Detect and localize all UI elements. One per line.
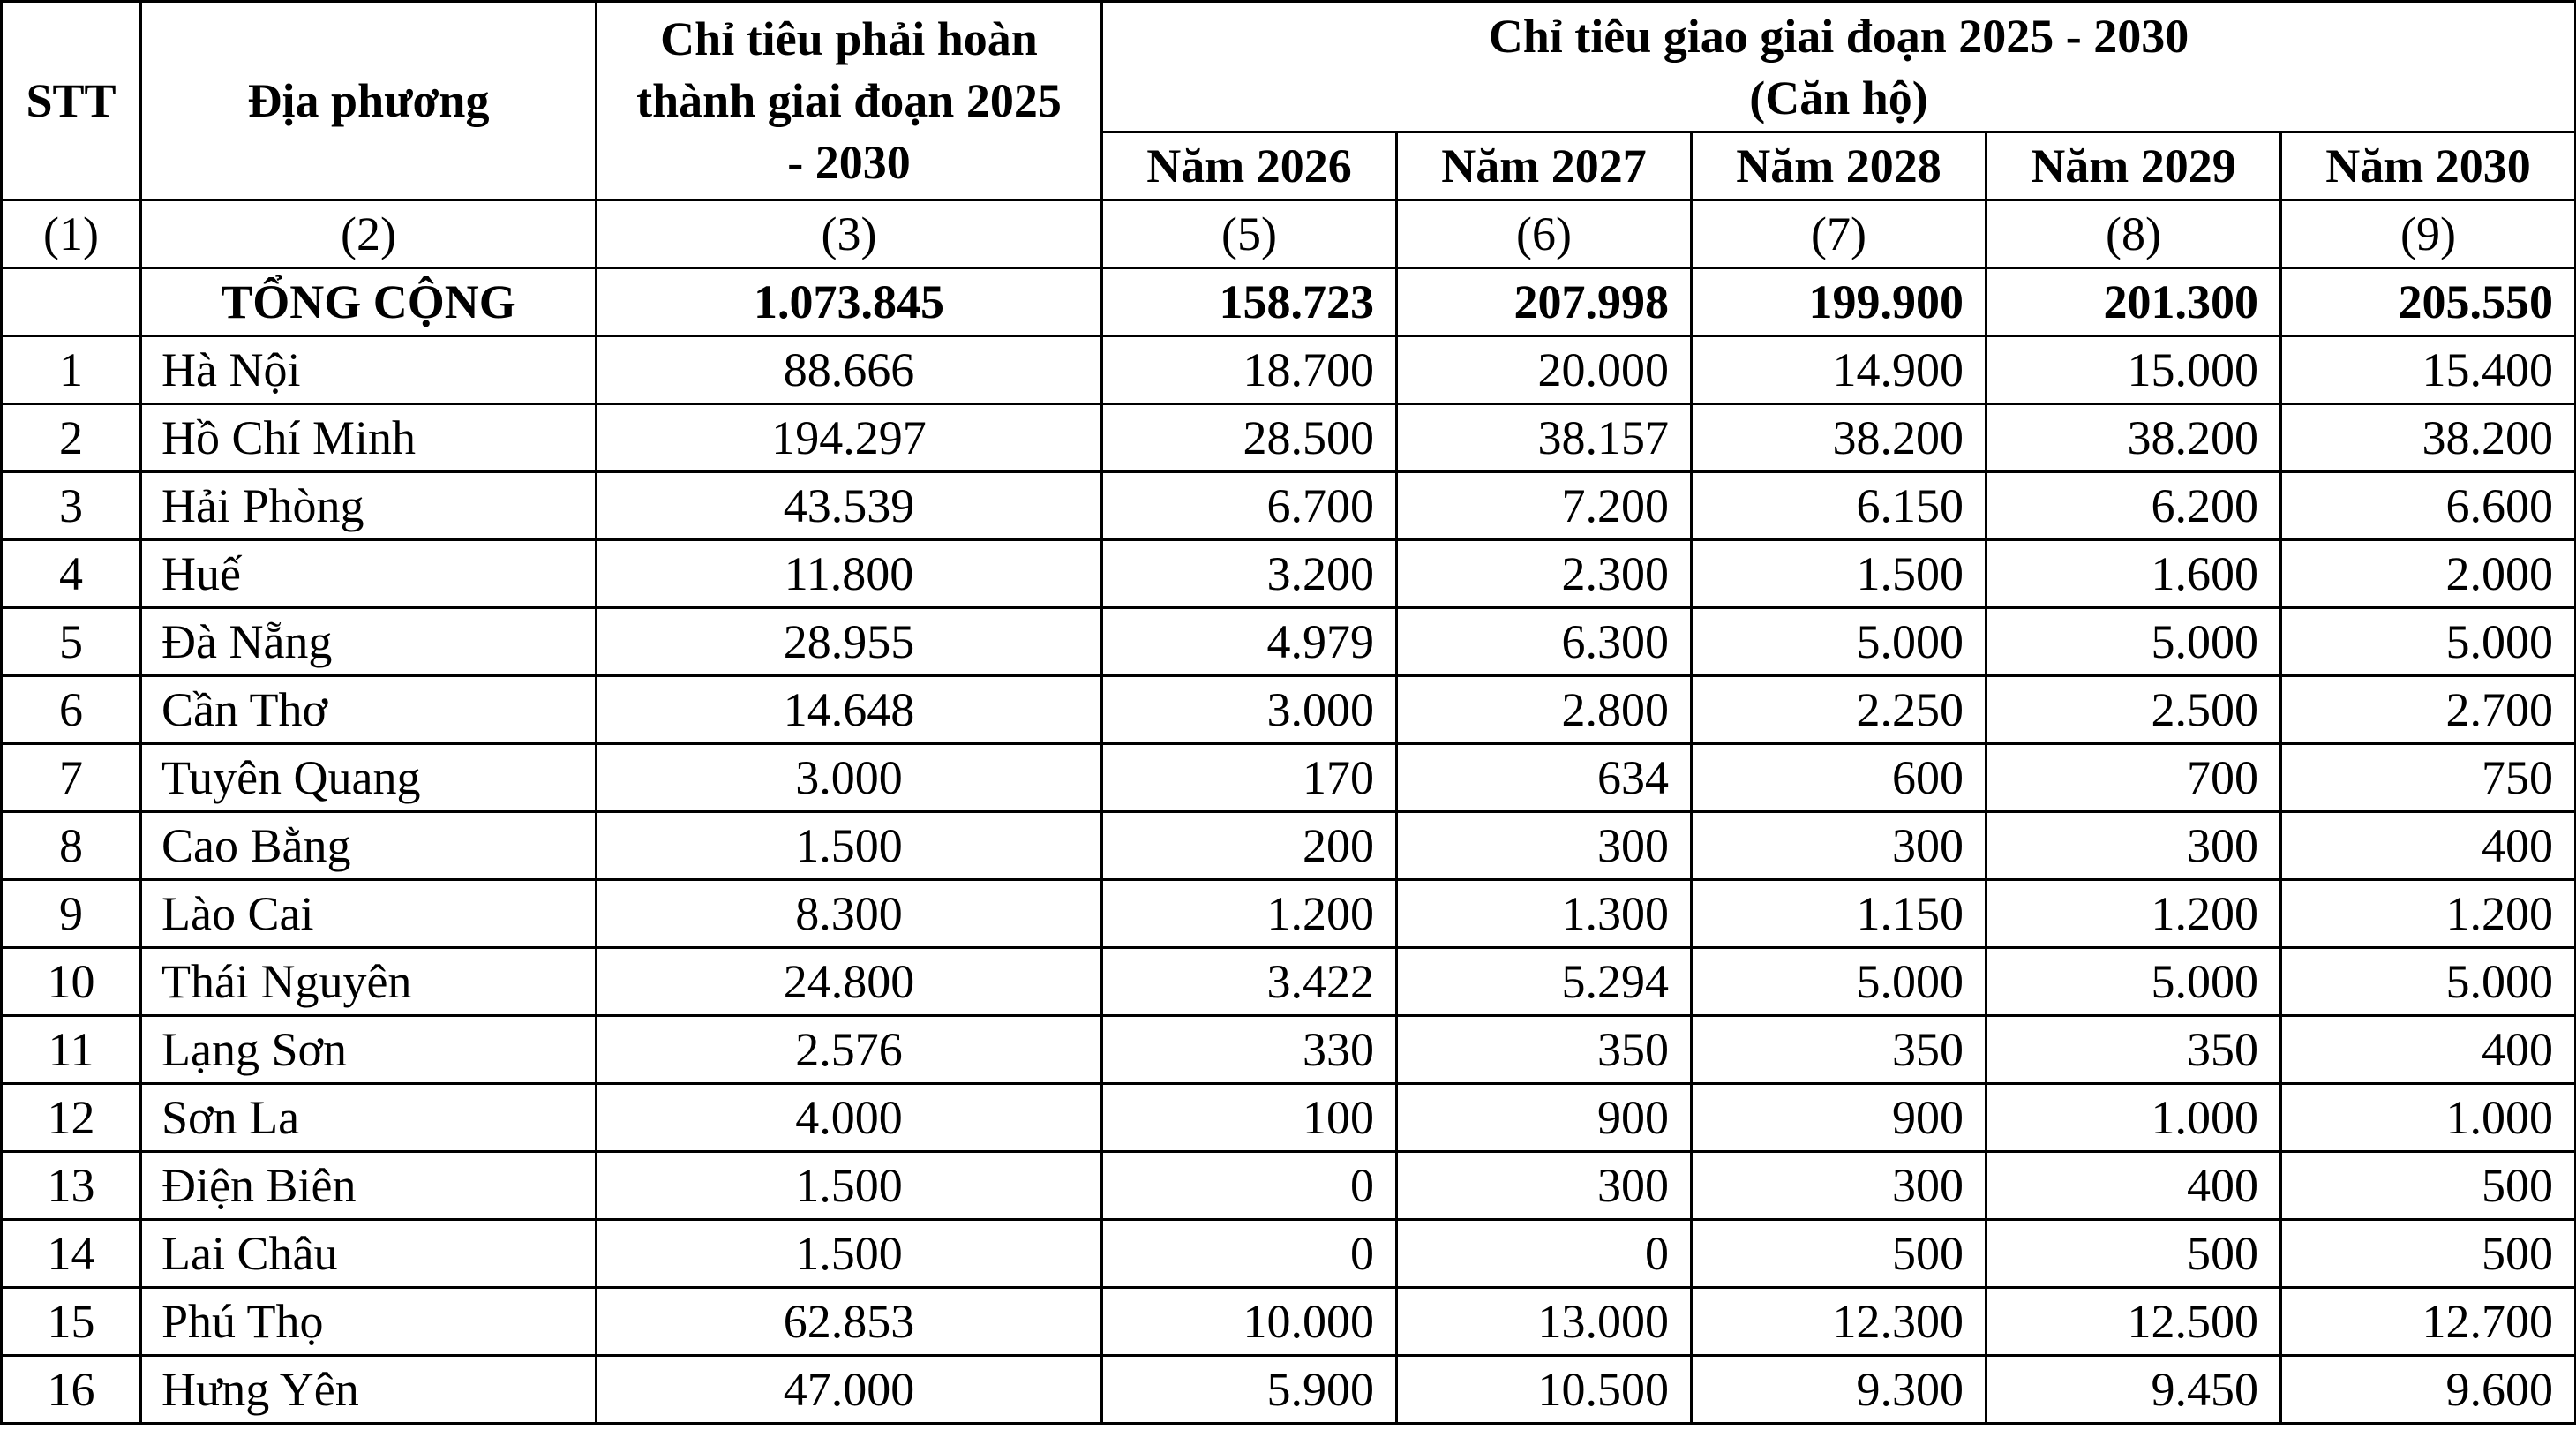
row-year-2027: 900 (1397, 1084, 1692, 1152)
row-year-2026: 5.900 (1102, 1356, 1397, 1424)
row-location: Tuyên Quang (141, 744, 597, 812)
header-assigned-group (1102, 2, 2576, 132)
table-row (2, 744, 2576, 812)
row-year-2030: 5.000 (2281, 948, 2576, 1016)
column-index: (7) (1692, 200, 1986, 268)
header-year-2030: Năm 2030 (2281, 132, 2576, 200)
table-row (2, 540, 2576, 608)
row-location: Thái Nguyên (141, 948, 597, 1016)
row-year-2027: 2.300 (1397, 540, 1692, 608)
header-year-2029: Năm 2029 (1986, 132, 2281, 200)
table-row (2, 676, 2576, 744)
row-stt: 12 (2, 1084, 141, 1152)
row-total-target: 28.955 (597, 608, 1102, 676)
total-target: 1.073.845 (597, 268, 1102, 336)
row-location: Hải Phòng (141, 472, 597, 540)
row-year-2030: 500 (2281, 1220, 2576, 1288)
row-year-2026: 4.979 (1102, 608, 1397, 676)
row-location: Đà Nẵng (141, 608, 597, 676)
header-assigned-group-title: Chỉ tiêu giao giai đoạn 2025 - 2030 (1488, 9, 2189, 63)
row-stt: 10 (2, 948, 141, 1016)
row-location: Cần Thơ (141, 676, 597, 744)
row-year-2026: 0 (1102, 1152, 1397, 1220)
row-year-2029: 300 (1986, 812, 2281, 880)
total-2028: 199.900 (1692, 268, 1986, 336)
row-location: Sơn La (141, 1084, 597, 1152)
row-total-target: 11.800 (597, 540, 1102, 608)
row-stt: 9 (2, 880, 141, 948)
row-stt: 13 (2, 1152, 141, 1220)
row-year-2026: 3.422 (1102, 948, 1397, 1016)
row-year-2029: 6.200 (1986, 472, 2281, 540)
column-index: (3) (597, 200, 1102, 268)
row-location: Lai Châu (141, 1220, 597, 1288)
row-year-2030: 1.200 (2281, 880, 2576, 948)
row-year-2028: 5.000 (1692, 948, 1986, 1016)
row-year-2028: 600 (1692, 744, 1986, 812)
row-year-2027: 350 (1397, 1016, 1692, 1084)
header-year-2027: Năm 2027 (1397, 132, 1692, 200)
row-stt: 6 (2, 676, 141, 744)
table-row (2, 608, 2576, 676)
row-stt: 1 (2, 336, 141, 404)
row-year-2028: 9.300 (1692, 1356, 1986, 1424)
table-row (2, 336, 2576, 404)
row-year-2028: 2.250 (1692, 676, 1986, 744)
row-year-2027: 300 (1397, 812, 1692, 880)
row-year-2030: 400 (2281, 812, 2576, 880)
row-year-2029: 700 (1986, 744, 2281, 812)
row-stt: 3 (2, 472, 141, 540)
row-location: Huế (141, 540, 597, 608)
row-year-2030: 750 (2281, 744, 2576, 812)
row-total-target: 14.648 (597, 676, 1102, 744)
table-row (2, 472, 2576, 540)
header-assigned-group-unit: (Căn hộ) (1749, 71, 1928, 124)
row-year-2030: 2.700 (2281, 676, 2576, 744)
row-year-2029: 400 (1986, 1152, 2281, 1220)
table-row (2, 880, 2576, 948)
header-total-target-text: Chỉ tiêu phải hoàn thành giai đoạn 2025 - 2030 (636, 12, 1062, 189)
header-location: Địa phương (141, 2, 597, 200)
row-year-2026: 100 (1102, 1084, 1397, 1152)
total-2026: 158.723 (1102, 268, 1397, 336)
row-year-2028: 1.500 (1692, 540, 1986, 608)
row-total-target: 3.000 (597, 744, 1102, 812)
total-2030: 205.550 (2281, 268, 2576, 336)
row-year-2026: 1.200 (1102, 880, 1397, 948)
table-row (2, 1288, 2576, 1356)
row-year-2028: 300 (1692, 1152, 1986, 1220)
row-year-2026: 18.700 (1102, 336, 1397, 404)
row-year-2026: 28.500 (1102, 404, 1397, 472)
row-year-2029: 500 (1986, 1220, 2281, 1288)
row-year-2026: 200 (1102, 812, 1397, 880)
row-total-target: 4.000 (597, 1084, 1102, 1152)
row-stt: 16 (2, 1356, 141, 1424)
column-index: (6) (1397, 200, 1692, 268)
row-total-target: 2.576 (597, 1016, 1102, 1084)
table-row (2, 812, 2576, 880)
row-year-2028: 500 (1692, 1220, 1986, 1288)
row-year-2029: 1.600 (1986, 540, 2281, 608)
row-stt: 14 (2, 1220, 141, 1288)
row-year-2027: 20.000 (1397, 336, 1692, 404)
total-2029: 201.300 (1986, 268, 2281, 336)
row-year-2029: 5.000 (1986, 608, 2281, 676)
row-year-2026: 0 (1102, 1220, 1397, 1288)
row-year-2030: 9.600 (2281, 1356, 2576, 1424)
row-year-2029: 350 (1986, 1016, 2281, 1084)
row-year-2028: 300 (1692, 812, 1986, 880)
table-row (2, 1084, 2576, 1152)
row-year-2028: 1.150 (1692, 880, 1986, 948)
row-year-2027: 300 (1397, 1152, 1692, 1220)
row-year-2029: 1.000 (1986, 1084, 2281, 1152)
row-location: Hưng Yên (141, 1356, 597, 1424)
row-year-2027: 0 (1397, 1220, 1692, 1288)
row-year-2028: 14.900 (1692, 336, 1986, 404)
row-total-target: 1.500 (597, 1152, 1102, 1220)
row-year-2028: 6.150 (1692, 472, 1986, 540)
row-stt: 15 (2, 1288, 141, 1356)
row-total-target: 1.500 (597, 1220, 1102, 1288)
row-year-2026: 10.000 (1102, 1288, 1397, 1356)
row-stt: 8 (2, 812, 141, 880)
row-year-2026: 6.700 (1102, 472, 1397, 540)
row-year-2028: 900 (1692, 1084, 1986, 1152)
row-total-target: 62.853 (597, 1288, 1102, 1356)
row-year-2027: 10.500 (1397, 1356, 1692, 1424)
row-year-2026: 170 (1102, 744, 1397, 812)
header-stt: STT (2, 2, 141, 200)
table-row (2, 404, 2576, 472)
row-total-target: 47.000 (597, 1356, 1102, 1424)
column-index: (1) (2, 200, 141, 268)
column-index: (2) (141, 200, 597, 268)
row-year-2029: 5.000 (1986, 948, 2281, 1016)
header-row-top (2, 2, 2576, 132)
total-row (2, 268, 2576, 336)
row-year-2029: 15.000 (1986, 336, 2281, 404)
row-year-2027: 5.294 (1397, 948, 1692, 1016)
row-year-2030: 12.700 (2281, 1288, 2576, 1356)
row-location: Điện Biên (141, 1152, 597, 1220)
row-year-2027: 13.000 (1397, 1288, 1692, 1356)
row-year-2030: 400 (2281, 1016, 2576, 1084)
row-total-target: 24.800 (597, 948, 1102, 1016)
row-year-2030: 2.000 (2281, 540, 2576, 608)
row-year-2026: 3.000 (1102, 676, 1397, 744)
row-year-2028: 38.200 (1692, 404, 1986, 472)
column-index: (5) (1102, 200, 1397, 268)
row-year-2029: 12.500 (1986, 1288, 2281, 1356)
row-year-2027: 634 (1397, 744, 1692, 812)
row-location: Hồ Chí Minh (141, 404, 597, 472)
table-row (2, 1016, 2576, 1084)
row-year-2029: 2.500 (1986, 676, 2281, 744)
row-location: Lào Cai (141, 880, 597, 948)
header-year-2026: Năm 2026 (1102, 132, 1397, 200)
header-year-2028: Năm 2028 (1692, 132, 1986, 200)
row-total-target: 1.500 (597, 812, 1102, 880)
row-year-2026: 3.200 (1102, 540, 1397, 608)
table-row (2, 1152, 2576, 1220)
row-year-2029: 1.200 (1986, 880, 2281, 948)
column-index-row (2, 200, 2576, 268)
total-label: TỔNG CỘNG (141, 268, 597, 336)
column-index: (8) (1986, 200, 2281, 268)
row-year-2027: 2.800 (1397, 676, 1692, 744)
row-year-2028: 350 (1692, 1016, 1986, 1084)
row-year-2027: 6.300 (1397, 608, 1692, 676)
row-stt: 5 (2, 608, 141, 676)
row-year-2030: 6.600 (2281, 472, 2576, 540)
column-index: (9) (2281, 200, 2576, 268)
table-row (2, 1220, 2576, 1288)
row-location: Hà Nội (141, 336, 597, 404)
row-year-2027: 1.300 (1397, 880, 1692, 948)
row-year-2028: 5.000 (1692, 608, 1986, 676)
table-row (2, 1356, 2576, 1424)
total-stt (2, 268, 141, 336)
row-year-2030: 5.000 (2281, 608, 2576, 676)
row-year-2028: 12.300 (1692, 1288, 1986, 1356)
row-total-target: 194.297 (597, 404, 1102, 472)
row-year-2029: 38.200 (1986, 404, 2281, 472)
row-location: Lạng Sơn (141, 1016, 597, 1084)
header-total-target (597, 2, 1102, 200)
row-stt: 11 (2, 1016, 141, 1084)
total-2027: 207.998 (1397, 268, 1692, 336)
row-location: Phú Thọ (141, 1288, 597, 1356)
row-location: Cao Bằng (141, 812, 597, 880)
row-year-2030: 15.400 (2281, 336, 2576, 404)
table-row (2, 948, 2576, 1016)
row-stt: 4 (2, 540, 141, 608)
row-year-2030: 38.200 (2281, 404, 2576, 472)
row-total-target: 88.666 (597, 336, 1102, 404)
row-year-2027: 38.157 (1397, 404, 1692, 472)
row-year-2026: 330 (1102, 1016, 1397, 1084)
row-year-2027: 7.200 (1397, 472, 1692, 540)
row-stt: 7 (2, 744, 141, 812)
row-stt: 2 (2, 404, 141, 472)
row-total-target: 43.539 (597, 472, 1102, 540)
row-year-2030: 1.000 (2281, 1084, 2576, 1152)
row-total-target: 8.300 (597, 880, 1102, 948)
row-year-2030: 500 (2281, 1152, 2576, 1220)
row-year-2029: 9.450 (1986, 1356, 2281, 1424)
